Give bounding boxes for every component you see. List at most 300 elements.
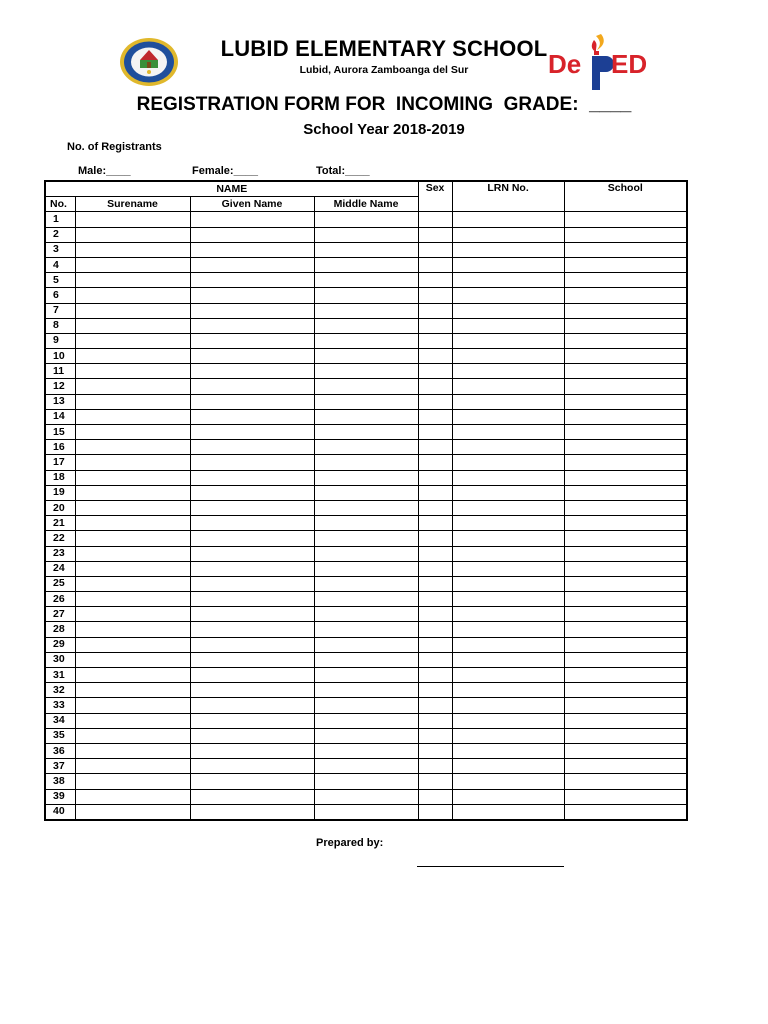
- group-header-row: [45, 181, 687, 197]
- lrn-cell[interactable]: [452, 652, 564, 667]
- lrn-cell[interactable]: [452, 303, 564, 318]
- sex-cell[interactable]: [418, 804, 452, 820]
- surname-cell[interactable]: [75, 257, 190, 272]
- middle-name-cell[interactable]: [314, 743, 418, 758]
- lrn-cell[interactable]: [452, 789, 564, 804]
- sex-cell[interactable]: [418, 668, 452, 683]
- middle-name-cell[interactable]: [314, 485, 418, 500]
- lrn-cell[interactable]: [452, 531, 564, 546]
- surname-cell[interactable]: [75, 409, 190, 424]
- given-name-cell[interactable]: [190, 592, 314, 607]
- middle-name-cell[interactable]: [314, 774, 418, 789]
- table-row: [45, 637, 687, 652]
- lrn-cell[interactable]: [452, 288, 564, 303]
- sex-cell[interactable]: [418, 683, 452, 698]
- lrn-cell[interactable]: [452, 759, 564, 774]
- middle-name-cell[interactable]: [314, 318, 418, 333]
- surname-cell[interactable]: [75, 698, 190, 713]
- lrn-cell[interactable]: [452, 409, 564, 424]
- sex-cell[interactable]: [418, 713, 452, 728]
- middle-name-cell[interactable]: [314, 759, 418, 774]
- given-name-cell[interactable]: [190, 318, 314, 333]
- given-name-cell[interactable]: [190, 500, 314, 515]
- given-name-cell[interactable]: [190, 516, 314, 531]
- given-name-cell[interactable]: [190, 273, 314, 288]
- lrn-cell[interactable]: [452, 364, 564, 379]
- sex-cell[interactable]: [418, 470, 452, 485]
- sex-cell[interactable]: [418, 440, 452, 455]
- given-name-cell[interactable]: [190, 425, 314, 440]
- sex-cell[interactable]: [418, 425, 452, 440]
- school-cell[interactable]: [564, 683, 687, 698]
- row-number: 21: [45, 516, 75, 531]
- table-row: [45, 728, 687, 743]
- sex-header: Sex: [418, 181, 452, 212]
- middle-name-cell[interactable]: [314, 273, 418, 288]
- middle-name-cell[interactable]: [314, 470, 418, 485]
- middle-name-cell[interactable]: [314, 698, 418, 713]
- name-header: NAME: [45, 181, 418, 197]
- middle-name-cell[interactable]: [314, 607, 418, 622]
- school-cell[interactable]: [564, 212, 687, 227]
- school-cell[interactable]: [564, 531, 687, 546]
- school-cell[interactable]: [564, 273, 687, 288]
- school-cell[interactable]: [564, 774, 687, 789]
- table-row: [45, 455, 687, 470]
- table-row: [45, 273, 687, 288]
- surname-cell[interactable]: [75, 470, 190, 485]
- table-row: [45, 683, 687, 698]
- given-name-cell[interactable]: [190, 804, 314, 820]
- lrn-cell[interactable]: [452, 257, 564, 272]
- middle-name-cell[interactable]: [314, 440, 418, 455]
- row-number: 13: [45, 394, 75, 409]
- lrn-cell[interactable]: [452, 318, 564, 333]
- table-row: [45, 774, 687, 789]
- sex-cell[interactable]: [418, 759, 452, 774]
- row-number: 30: [45, 652, 75, 667]
- lrn-cell[interactable]: [452, 561, 564, 576]
- school-address: Lubid, Aurora Zamboanga del Sur: [299, 64, 469, 76]
- sex-cell[interactable]: [418, 288, 452, 303]
- row-number: 1: [45, 212, 75, 227]
- middle-name-cell[interactable]: [314, 576, 418, 591]
- surname-cell[interactable]: [75, 683, 190, 698]
- sex-cell[interactable]: [418, 607, 452, 622]
- school-cell[interactable]: [564, 333, 687, 348]
- lrn-cell[interactable]: [452, 728, 564, 743]
- surname-cell[interactable]: [75, 668, 190, 683]
- lrn-cell[interactable]: [452, 227, 564, 242]
- row-number: 23: [45, 546, 75, 561]
- school-cell[interactable]: [564, 713, 687, 728]
- school-cell[interactable]: [564, 728, 687, 743]
- given-name-cell[interactable]: [190, 379, 314, 394]
- school-cell[interactable]: [564, 425, 687, 440]
- lrn-cell[interactable]: [452, 379, 564, 394]
- lrn-cell[interactable]: [452, 516, 564, 531]
- school-cell[interactable]: [564, 303, 687, 318]
- given-name-cell[interactable]: [190, 789, 314, 804]
- sex-cell[interactable]: [418, 455, 452, 470]
- school-cell[interactable]: [564, 455, 687, 470]
- male-count-field[interactable]: Male:____: [78, 165, 131, 177]
- table-row: [45, 546, 687, 561]
- middle-name-cell[interactable]: [314, 637, 418, 652]
- given-name-cell[interactable]: [190, 470, 314, 485]
- given-name-header: Given Name: [190, 197, 314, 212]
- row-number: 9: [45, 333, 75, 348]
- surname-cell[interactable]: [75, 425, 190, 440]
- school-cell[interactable]: [564, 789, 687, 804]
- surname-cell[interactable]: [75, 652, 190, 667]
- sex-cell[interactable]: [418, 212, 452, 227]
- surname-cell[interactable]: [75, 516, 190, 531]
- middle-name-cell[interactable]: [314, 409, 418, 424]
- lrn-cell[interactable]: [452, 592, 564, 607]
- school-cell[interactable]: [564, 379, 687, 394]
- surname-cell[interactable]: [75, 728, 190, 743]
- given-name-cell[interactable]: [190, 743, 314, 758]
- middle-name-cell[interactable]: [314, 546, 418, 561]
- table-row: [45, 212, 687, 227]
- sex-cell[interactable]: [418, 774, 452, 789]
- lrn-cell[interactable]: [452, 576, 564, 591]
- table-row: [45, 759, 687, 774]
- row-number: 35: [45, 728, 75, 743]
- given-name-cell[interactable]: [190, 576, 314, 591]
- sex-cell[interactable]: [418, 546, 452, 561]
- sex-cell[interactable]: [418, 743, 452, 758]
- table-row: [45, 652, 687, 667]
- school-cell[interactable]: [564, 592, 687, 607]
- total-count-field[interactable]: Total:____: [316, 165, 370, 177]
- school-cell[interactable]: [564, 364, 687, 379]
- lrn-cell[interactable]: [452, 455, 564, 470]
- surname-cell[interactable]: [75, 622, 190, 637]
- surname-cell[interactable]: [75, 440, 190, 455]
- surname-cell[interactable]: [75, 774, 190, 789]
- lrn-cell[interactable]: [452, 500, 564, 515]
- row-number: 10: [45, 349, 75, 364]
- surname-cell[interactable]: [75, 607, 190, 622]
- school-cell[interactable]: [564, 318, 687, 333]
- school-cell[interactable]: [564, 227, 687, 242]
- table-row: [45, 500, 687, 515]
- given-name-cell[interactable]: [190, 531, 314, 546]
- sex-cell[interactable]: [418, 698, 452, 713]
- row-number: 24: [45, 561, 75, 576]
- lrn-cell[interactable]: [452, 774, 564, 789]
- surname-cell[interactable]: [75, 500, 190, 515]
- school-cell[interactable]: [564, 546, 687, 561]
- given-name-cell[interactable]: [190, 728, 314, 743]
- given-name-cell[interactable]: [190, 698, 314, 713]
- row-number: 34: [45, 713, 75, 728]
- sex-cell[interactable]: [418, 257, 452, 272]
- surname-cell[interactable]: [75, 713, 190, 728]
- surname-cell[interactable]: [75, 455, 190, 470]
- row-number: 39: [45, 789, 75, 804]
- row-number: 5: [45, 273, 75, 288]
- sex-cell[interactable]: [418, 333, 452, 348]
- middle-name-cell[interactable]: [314, 303, 418, 318]
- surname-cell[interactable]: [75, 364, 190, 379]
- surname-cell[interactable]: [75, 485, 190, 500]
- given-name-cell[interactable]: [190, 303, 314, 318]
- given-name-cell[interactable]: [190, 546, 314, 561]
- school-cell[interactable]: [564, 394, 687, 409]
- given-name-cell[interactable]: [190, 455, 314, 470]
- school-cell[interactable]: [564, 607, 687, 622]
- middle-name-cell[interactable]: [314, 668, 418, 683]
- given-name-cell[interactable]: [190, 622, 314, 637]
- school-cell[interactable]: [564, 668, 687, 683]
- middle-name-cell[interactable]: [314, 212, 418, 227]
- lrn-cell[interactable]: [452, 212, 564, 227]
- surname-cell[interactable]: [75, 227, 190, 242]
- lrn-cell[interactable]: [452, 349, 564, 364]
- given-name-cell[interactable]: [190, 607, 314, 622]
- surname-cell[interactable]: [75, 288, 190, 303]
- lrn-cell[interactable]: [452, 637, 564, 652]
- middle-name-cell[interactable]: [314, 500, 418, 515]
- sex-cell[interactable]: [418, 227, 452, 242]
- school-cell[interactable]: [564, 743, 687, 758]
- sex-cell[interactable]: [418, 242, 452, 257]
- row-number: 31: [45, 668, 75, 683]
- female-count-field[interactable]: Female:____: [192, 165, 259, 177]
- given-name-cell[interactable]: [190, 394, 314, 409]
- school-cell[interactable]: [564, 759, 687, 774]
- given-name-cell[interactable]: [190, 333, 314, 348]
- sex-cell[interactable]: [418, 394, 452, 409]
- middle-name-cell[interactable]: [314, 592, 418, 607]
- surname-cell[interactable]: [75, 592, 190, 607]
- row-number: 14: [45, 409, 75, 424]
- surname-cell[interactable]: [75, 546, 190, 561]
- row-number: 25: [45, 576, 75, 591]
- school-cell[interactable]: [564, 576, 687, 591]
- lrn-cell[interactable]: [452, 698, 564, 713]
- given-name-cell[interactable]: [190, 759, 314, 774]
- given-name-cell[interactable]: [190, 561, 314, 576]
- school-cell[interactable]: [564, 698, 687, 713]
- surname-cell[interactable]: [75, 804, 190, 820]
- given-name-cell[interactable]: [190, 349, 314, 364]
- table-row: [45, 364, 687, 379]
- sex-cell[interactable]: [418, 379, 452, 394]
- table-row: [45, 318, 687, 333]
- sex-cell[interactable]: [418, 273, 452, 288]
- school-cell[interactable]: [564, 440, 687, 455]
- surname-cell[interactable]: [75, 212, 190, 227]
- school-year: School Year 2018-2019: [303, 121, 465, 138]
- sex-cell[interactable]: [418, 789, 452, 804]
- given-name-cell[interactable]: [190, 212, 314, 227]
- sex-cell[interactable]: [418, 303, 452, 318]
- row-number: 17: [45, 455, 75, 470]
- middle-name-cell[interactable]: [314, 622, 418, 637]
- lrn-cell[interactable]: [452, 546, 564, 561]
- given-name-cell[interactable]: [190, 652, 314, 667]
- middle-name-cell[interactable]: [314, 364, 418, 379]
- middle-name-cell[interactable]: [314, 333, 418, 348]
- sex-cell[interactable]: [418, 500, 452, 515]
- surname-cell[interactable]: [75, 318, 190, 333]
- lrn-cell[interactable]: [452, 713, 564, 728]
- middle-name-cell[interactable]: [314, 713, 418, 728]
- surname-cell[interactable]: [75, 743, 190, 758]
- lrn-cell[interactable]: [452, 470, 564, 485]
- lrn-cell[interactable]: [452, 622, 564, 637]
- middle-name-cell[interactable]: [314, 349, 418, 364]
- school-cell[interactable]: [564, 288, 687, 303]
- middle-name-cell[interactable]: [314, 789, 418, 804]
- middle-name-cell[interactable]: [314, 425, 418, 440]
- registration-table: [44, 180, 688, 821]
- middle-name-cell[interactable]: [314, 652, 418, 667]
- middle-name-cell[interactable]: [314, 683, 418, 698]
- middle-name-cell[interactable]: [314, 242, 418, 257]
- row-number: 38: [45, 774, 75, 789]
- surname-cell[interactable]: [75, 789, 190, 804]
- given-name-cell[interactable]: [190, 288, 314, 303]
- surname-cell[interactable]: [75, 561, 190, 576]
- lrn-cell[interactable]: [452, 440, 564, 455]
- table-row: [45, 561, 687, 576]
- school-cell[interactable]: [564, 470, 687, 485]
- given-name-cell[interactable]: [190, 713, 314, 728]
- given-name-cell[interactable]: [190, 257, 314, 272]
- middle-name-cell[interactable]: [314, 516, 418, 531]
- sex-cell[interactable]: [418, 637, 452, 652]
- table-row: [45, 333, 687, 348]
- sex-cell[interactable]: [418, 576, 452, 591]
- surname-cell[interactable]: [75, 394, 190, 409]
- table-row: [45, 592, 687, 607]
- surname-cell[interactable]: [75, 349, 190, 364]
- sex-cell[interactable]: [418, 561, 452, 576]
- sex-cell[interactable]: [418, 409, 452, 424]
- school-cell[interactable]: [564, 485, 687, 500]
- given-name-cell[interactable]: [190, 242, 314, 257]
- surname-cell[interactable]: [75, 531, 190, 546]
- middle-name-cell[interactable]: [314, 227, 418, 242]
- lrn-cell[interactable]: [452, 333, 564, 348]
- middle-name-cell[interactable]: [314, 379, 418, 394]
- row-number: 32: [45, 683, 75, 698]
- given-name-cell[interactable]: [190, 774, 314, 789]
- row-number: 2: [45, 227, 75, 242]
- school-cell[interactable]: [564, 637, 687, 652]
- table-row: [45, 485, 687, 500]
- school-cell[interactable]: [564, 409, 687, 424]
- middle-name-cell[interactable]: [314, 804, 418, 820]
- sex-cell[interactable]: [418, 364, 452, 379]
- surname-cell[interactable]: [75, 637, 190, 652]
- middle-name-header: Middle Name: [314, 197, 418, 212]
- surname-cell[interactable]: [75, 333, 190, 348]
- given-name-cell[interactable]: [190, 227, 314, 242]
- sex-cell[interactable]: [418, 318, 452, 333]
- lrn-cell[interactable]: [452, 804, 564, 820]
- sex-cell[interactable]: [418, 652, 452, 667]
- lrn-cell[interactable]: [452, 607, 564, 622]
- surname-cell[interactable]: [75, 303, 190, 318]
- school-cell[interactable]: [564, 622, 687, 637]
- middle-name-cell[interactable]: [314, 394, 418, 409]
- row-number: 37: [45, 759, 75, 774]
- middle-name-cell[interactable]: [314, 288, 418, 303]
- school-cell[interactable]: [564, 349, 687, 364]
- sex-cell[interactable]: [418, 531, 452, 546]
- school-header: School: [564, 181, 687, 212]
- surname-cell[interactable]: [75, 379, 190, 394]
- surname-cell[interactable]: [75, 576, 190, 591]
- given-name-cell[interactable]: [190, 683, 314, 698]
- row-number: 12: [45, 379, 75, 394]
- school-cell[interactable]: [564, 257, 687, 272]
- sex-cell[interactable]: [418, 622, 452, 637]
- given-name-cell[interactable]: [190, 485, 314, 500]
- surname-cell[interactable]: [75, 273, 190, 288]
- middle-name-cell[interactable]: [314, 455, 418, 470]
- lrn-cell[interactable]: [452, 394, 564, 409]
- row-number: 20: [45, 500, 75, 515]
- lrn-cell[interactable]: [452, 242, 564, 257]
- school-cell[interactable]: [564, 242, 687, 257]
- middle-name-cell[interactable]: [314, 561, 418, 576]
- surname-cell[interactable]: [75, 242, 190, 257]
- given-name-cell[interactable]: [190, 668, 314, 683]
- sex-cell[interactable]: [418, 485, 452, 500]
- sex-cell[interactable]: [418, 592, 452, 607]
- lrn-cell[interactable]: [452, 743, 564, 758]
- middle-name-cell[interactable]: [314, 257, 418, 272]
- row-number: 7: [45, 303, 75, 318]
- sex-cell[interactable]: [418, 516, 452, 531]
- sex-cell[interactable]: [418, 349, 452, 364]
- given-name-cell[interactable]: [190, 409, 314, 424]
- table-row: [45, 668, 687, 683]
- row-number: 29: [45, 637, 75, 652]
- lrn-cell[interactable]: [452, 683, 564, 698]
- table-row: [45, 349, 687, 364]
- school-cell[interactable]: [564, 652, 687, 667]
- lrn-cell[interactable]: [452, 485, 564, 500]
- school-cell[interactable]: [564, 500, 687, 515]
- sex-cell[interactable]: [418, 728, 452, 743]
- school-cell[interactable]: [564, 516, 687, 531]
- school-name: LUBID ELEMENTARY SCHOOL: [220, 36, 548, 61]
- given-name-cell[interactable]: [190, 364, 314, 379]
- given-name-cell[interactable]: [190, 637, 314, 652]
- middle-name-cell[interactable]: [314, 728, 418, 743]
- middle-name-cell[interactable]: [314, 531, 418, 546]
- given-name-cell[interactable]: [190, 440, 314, 455]
- signature-line[interactable]: [417, 866, 564, 867]
- school-cell[interactable]: [564, 804, 687, 820]
- table-row: [45, 516, 687, 531]
- table-row: [45, 409, 687, 424]
- surname-cell[interactable]: [75, 759, 190, 774]
- school-cell[interactable]: [564, 561, 687, 576]
- lrn-cell[interactable]: [452, 273, 564, 288]
- lrn-cell[interactable]: [452, 425, 564, 440]
- table-row: [45, 288, 687, 303]
- lrn-cell[interactable]: [452, 668, 564, 683]
